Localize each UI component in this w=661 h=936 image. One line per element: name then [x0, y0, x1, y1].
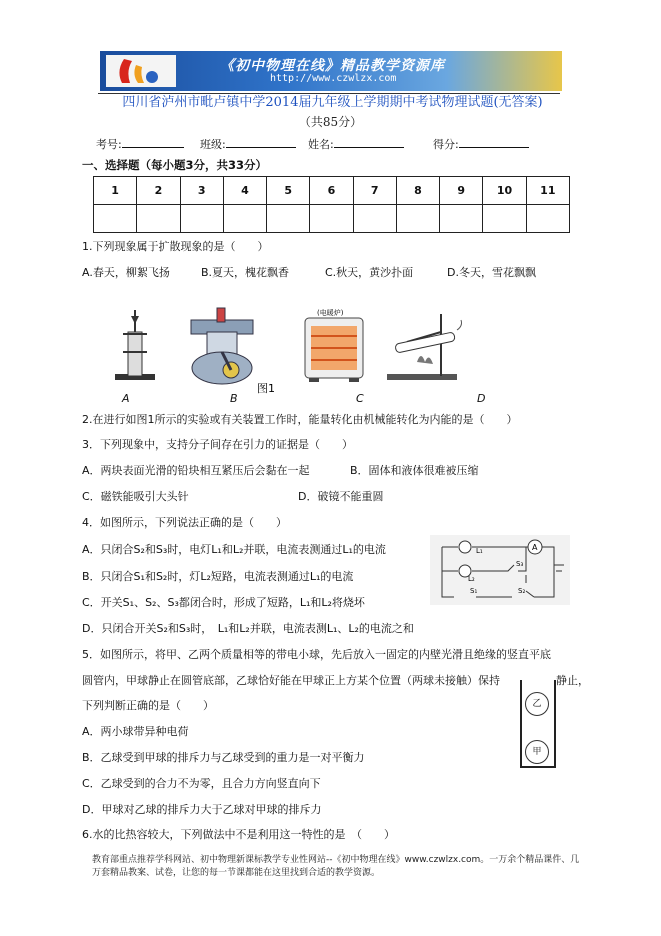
q3-option-b: B．固体和液体很难被压缩	[350, 464, 479, 477]
engine-icon	[191, 308, 253, 384]
logo-icon	[106, 55, 176, 87]
circuit-diagram	[430, 535, 570, 605]
name-blank[interactable]	[334, 137, 404, 148]
answer-cell[interactable]	[526, 205, 569, 233]
q3-option-c: C．磁铁能吸引大头针	[82, 490, 189, 503]
q1-stem: 1.下列现象属于扩散现象的是（ ）	[82, 240, 269, 253]
header-divider	[98, 93, 560, 94]
q3-stem: 3．下列现象中，支持分子间存在引力的证据是（ ）	[82, 438, 353, 451]
heater-icon	[305, 318, 363, 382]
l1-label: L₁	[476, 547, 483, 555]
l2-label: L₂	[468, 575, 475, 583]
q4-option-d: D．只闭合开关S₂和S₃时， L₁和L₂并联，电流表测L₁、L₂的电流之和	[82, 622, 414, 635]
figure-1	[95, 302, 495, 402]
score-blank[interactable]	[459, 137, 529, 148]
q5-stem-line2-end: 静止，	[556, 674, 589, 687]
answer-cell[interactable]	[137, 205, 180, 233]
q4-stem: 4．如图所示，下列说法正确的是（ ）	[82, 516, 287, 529]
figure-label-c: C	[356, 392, 364, 405]
q6-stem: 6.水的比热容较大，下列做法中不是利用这一特性的是 （ ）	[82, 828, 395, 841]
q4-option-b: B．只闭合S₁和S₂时，灯L₂短路，电流表测通过L₁的电流	[82, 570, 354, 583]
answer-cell[interactable]	[180, 205, 223, 233]
heater-label: (电暖炉)	[317, 309, 344, 317]
answer-cell[interactable]	[223, 205, 266, 233]
ball-yi: 乙	[525, 692, 549, 716]
class-field	[200, 136, 296, 152]
answer-number: 10	[483, 177, 526, 205]
score-label: 得分:	[433, 138, 459, 151]
answer-cell[interactable]	[267, 205, 310, 233]
name-field	[308, 136, 404, 152]
exam-no-label: 考号:	[96, 138, 122, 151]
q5-stem-line2: 圆管内，甲球静止在圆管底部，乙球恰好能在甲球正上方某个位置（两球未接触）保持	[82, 674, 500, 687]
page-subtitle: （共85分）	[298, 115, 363, 129]
answer-number-row	[94, 177, 570, 205]
q5-option-b: B．乙球受到甲球的排斥力与乙球受到的重力是一对平衡力	[82, 751, 365, 764]
q1-option-a: A.春天，柳絮飞扬	[82, 266, 170, 279]
answer-number: 6	[310, 177, 353, 205]
answer-cell[interactable]	[396, 205, 439, 233]
answer-number: 4	[223, 177, 266, 205]
s3-label: S₃	[516, 560, 524, 568]
answer-blank-row	[94, 205, 570, 233]
score-field	[433, 136, 529, 152]
answer-number: 9	[440, 177, 483, 205]
answer-cell[interactable]	[310, 205, 353, 233]
answer-cell[interactable]	[94, 205, 137, 233]
figure-label-d: D	[477, 392, 486, 405]
figure-label-a: A	[122, 392, 130, 405]
answer-cell[interactable]	[483, 205, 526, 233]
page-title: 四川省泸州市毗卢镇中学2014届九年级上学期期中考试物理试题(无答案)	[122, 95, 543, 110]
s2-label: S₂	[518, 587, 526, 595]
answer-number: 11	[526, 177, 569, 205]
answer-number: 7	[353, 177, 396, 205]
class-label: 班级:	[200, 138, 226, 151]
answer-number: 5	[267, 177, 310, 205]
s1-label: S₁	[470, 587, 478, 595]
exam-no-blank[interactable]	[122, 137, 184, 148]
answer-number: 1	[94, 177, 137, 205]
ammeter-label: A	[532, 543, 538, 552]
banner-title: 《初中物理在线》精品教学资源库	[220, 58, 445, 74]
q5-option-d: D．甲球对乙球的排斥力大于乙球对甲球的排斥力	[82, 803, 322, 816]
fire-syringe-icon	[115, 310, 155, 380]
answer-cell[interactable]	[440, 205, 483, 233]
q3-option-a: A．两块表面光滑的铅块相互紧压后会黏在一起	[82, 464, 310, 477]
lamp-l1-icon	[459, 541, 471, 553]
exam-no-field	[96, 136, 184, 152]
q3-option-d: D．破镜不能重圆	[298, 490, 384, 503]
q4-option-a: A．只闭合S₂和S₃时，电灯L₁和L₂并联，电流表测通过L₁的电流	[82, 543, 386, 556]
answer-number: 3	[180, 177, 223, 205]
class-blank[interactable]	[226, 137, 296, 148]
q5-option-c: C．乙球受到的合力不为零，且合力方向竖直向下	[82, 777, 321, 790]
figure-label-b: B	[230, 392, 238, 405]
header-banner	[100, 51, 562, 91]
q1-option-d: D.冬天，雪花飘飘	[447, 266, 536, 279]
answer-cell[interactable]	[353, 205, 396, 233]
figure-1-caption: 图1	[257, 382, 275, 395]
q5-stem-line3: 下列判断正确的是（ ）	[82, 699, 214, 712]
page-footer: 教育部重点推荐学科网站、初中物理新课标教学专业性网站--《初中物理在线》www.czwlzx.com。一万余个精品课件、几万套精品教案、试卷，让您的每一节课都能在这里找到合适的教学资源。	[92, 855, 580, 878]
q2-stem: 2.在进行如图1所示的实验或有关装置工作时，能量转化由机械能转化为内能的是（ ）	[82, 413, 518, 426]
answer-number: 8	[396, 177, 439, 205]
q5-stem-line1: 5．如图所示，将甲、乙两个质量相等的带电小球，先后放入一固定的内壁光滑且绝缘的竖直平底	[82, 648, 551, 661]
test-tube-apparatus-icon	[387, 314, 462, 380]
q1-option-b: B.夏天，槐花飘香	[201, 266, 290, 279]
q5-option-a: A．两小球带异种电荷	[82, 725, 189, 738]
section-heading: 一、选择题（每小题3分，共33分）	[82, 158, 268, 172]
banner-url[interactable]: http://www.czwlzx.com	[270, 73, 397, 84]
ball-jia: 甲	[525, 740, 549, 764]
answer-number: 2	[137, 177, 180, 205]
q4-option-c: C．开关S₁、S₂、S₃都闭合时，形成了短路，L₁和L₂将烧坏	[82, 596, 365, 609]
name-label: 姓名:	[308, 138, 334, 151]
answer-table	[93, 176, 570, 233]
q1-option-c: C.秋天，黄沙扑面	[325, 266, 414, 279]
